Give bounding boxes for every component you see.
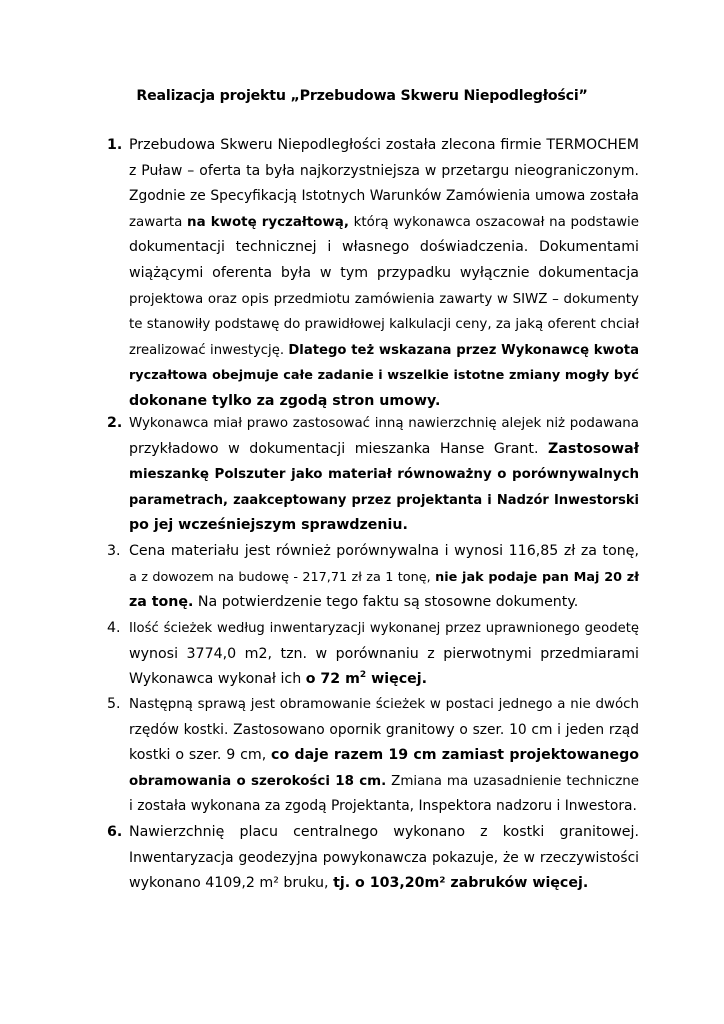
document-title: Realizacja projektu „Przebudowa Skweru Niepodległości”	[136, 88, 588, 104]
item-line: Zgodnie ze Specyfikacją Istotnych Warunków Zamówienia umowa została	[129, 188, 639, 205]
item-number: 1.	[107, 137, 123, 153]
item-line: Przebudowa Skweru Niepodległości została zlecona firmie TERMOCHEM	[129, 137, 639, 153]
item-line: ryczałtowa obejmuje całe zadanie i wszelkie istotne zmiany mogły być	[129, 368, 639, 384]
item-line: przykładowo w dokumentacji mieszanka Hanse Grant. Zastosował	[129, 440, 639, 457]
item-line: po jej wcześniejszym sprawdzeniu.	[129, 517, 408, 534]
item-line: i została wykonana za zgodą Projektanta, Inspektora nadzoru i Inwestora.	[129, 798, 637, 815]
item-line: zawarta na kwotę ryczałtową, którą wykonawca oszacował na podstawie	[129, 214, 639, 230]
item-line: Następną sprawą jest obramowanie ścieżek w postaci jednego a nie dwóch	[129, 697, 639, 712]
item-number: 3.	[107, 543, 121, 559]
item-line: wiążącymi oferenta była w tym przypadku wyłącznie dokumentacja	[129, 265, 639, 281]
item-line: dokonane tylko za zgodą stron umowy.	[129, 393, 441, 409]
item-line: dokumentacji technicznej i własnego doświadczenia. Dokumentami	[129, 239, 639, 256]
item-line: Nawierzchnię placu centralnego wykonano z kostki granitowej.	[129, 824, 639, 840]
item-line: a z dowozem na budowę - 217,71 zł za 1 tonę, nie jak podaje pan Maj 20 zł	[129, 569, 640, 585]
item-line: rzędów kostki. Zastosowano opornik granitowy o szer. 10 cm i jeden rząd	[129, 721, 639, 738]
item-line: wykonano 4109,2 m² bruku, tj. o 103,20m² zabruków więcej.	[129, 875, 589, 892]
item-line: wynosi 3774,0 m2, tzn. w porównaniu z pierwotnymi przedmiarami	[129, 645, 639, 662]
item-line: z Puław – oferta ta była najkorzystniejsza w przetargu nieograniczonym.	[129, 162, 639, 179]
item-line: obramowania o szerokości 18 cm. Zmiana ma uzasadnienie techniczne	[129, 773, 639, 789]
item-number: 5.	[107, 696, 121, 712]
item-line: Wykonawca wykonał ich o 72 $m^2$ więcej.	[129, 670, 427, 688]
item-line: zrealizować inwestycję. Dlatego też wskazana przez Wykonawcę kwota	[129, 342, 639, 358]
item-number: 6.	[107, 824, 123, 840]
item-line: Inwentaryzacja geodezyjna powykonawcza pokazuje, że w rzeczywistości	[129, 849, 639, 866]
item-line: projektowa oraz opis przedmiotu zamówienia zawarty w SIWZ – dokumenty	[129, 291, 639, 307]
item-number: 4.	[107, 620, 121, 636]
item-line: Wykonawca miał prawo zastosować inną nawierzchnię alejek niż podawana	[129, 416, 639, 431]
item-line: mieszankę Polszuter jako materiał równoważny o porównywalnych	[129, 467, 639, 483]
item-line: za tonę. Na potwierdzenie tego faktu są stosowne dokumenty.	[129, 594, 579, 611]
item-line: Cena materiału jest również porównywalna i wynosi 116,85 zł za tonę,	[129, 543, 639, 559]
item-number: 2.	[107, 415, 123, 431]
item-line: Ilość ścieżek według inwentaryzacji wykonanej przez uprawnionego geodetę	[129, 621, 639, 636]
item-line: kostki o szer. 9 cm, co daje razem 19 cm zamiast projektowanego	[129, 747, 639, 764]
item-line: parametrach, zaakceptowany przez projektanta i Nadzór Inwestorski	[129, 492, 639, 508]
item-line: te stanowiły podstawę do prawidłowej kalkulacji ceny, za jaką oferent chciał	[129, 317, 640, 333]
